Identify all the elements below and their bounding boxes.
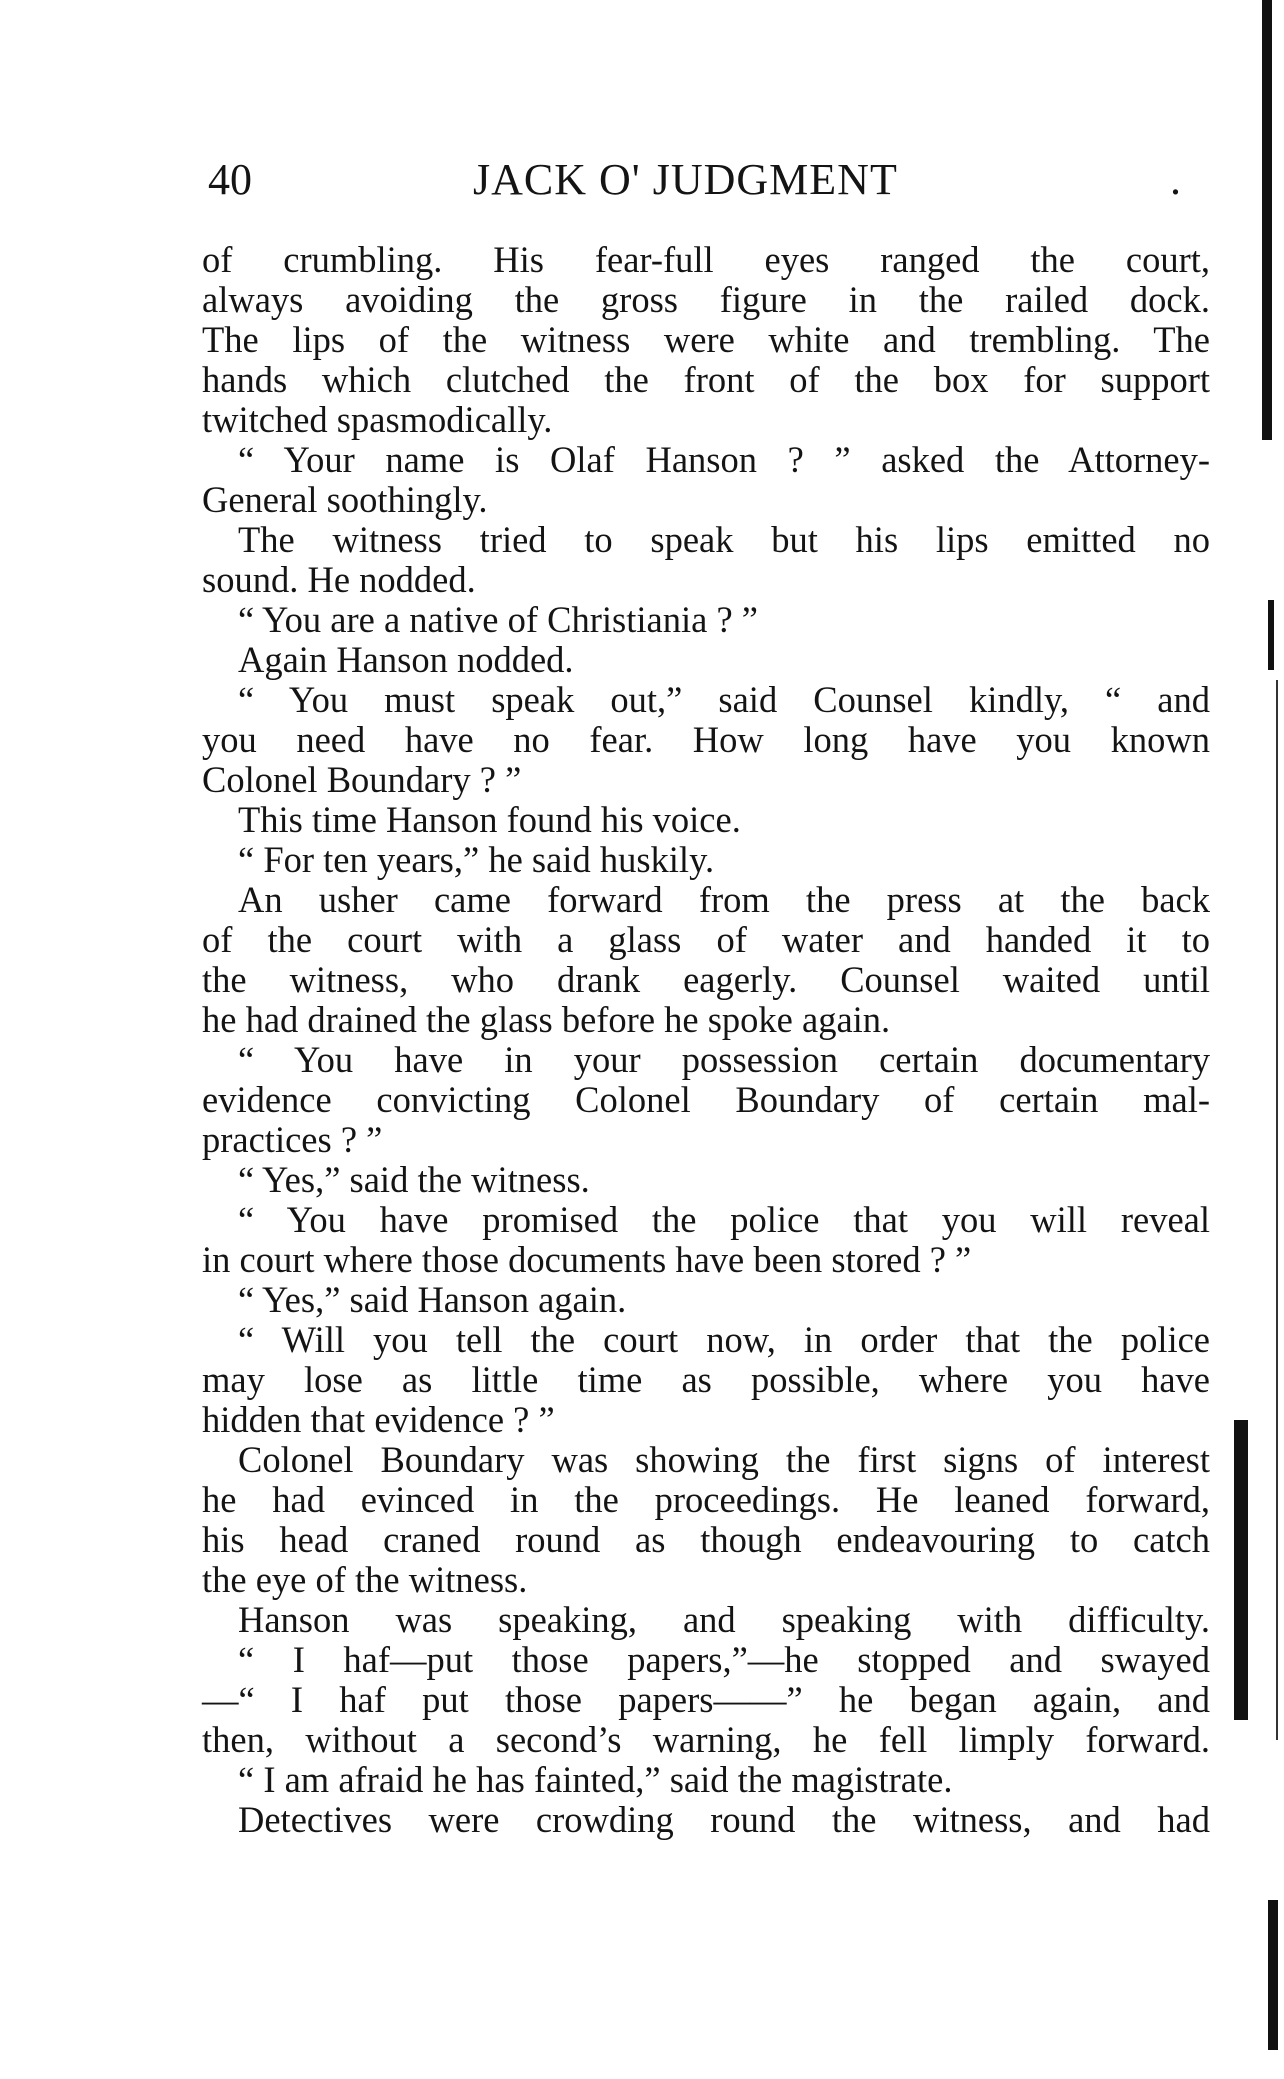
text-line: “ You have promised the police that you will reveal	[238, 1199, 1210, 1240]
text-line: “ You have in your possession certain documentary	[238, 1039, 1210, 1080]
page-number: 40	[208, 155, 252, 204]
text-line: “ I haf—put those papers,”—he stopped and swayed	[238, 1639, 1210, 1680]
text-line: hidden that evidence ? ”	[202, 1399, 555, 1440]
running-head	[208, 150, 1208, 210]
text-line: of the court with a glass of water and handed it to	[202, 919, 1210, 960]
text-line: Colonel Boundary was showing the first signs of interest	[238, 1439, 1210, 1480]
text-line: “ Yes,” said Hanson again.	[238, 1279, 627, 1320]
text-line: Colonel Boundary ? ”	[202, 759, 522, 800]
text-line: Again Hanson nodded.	[238, 639, 574, 680]
text-line: twitched spasmodically.	[202, 399, 553, 440]
text-line: then, without a second’s warning, he fell limply forward.	[202, 1719, 1210, 1760]
text-line: he had drained the glass before he spoke again.	[202, 999, 891, 1040]
scan-edge-mark	[1268, 600, 1274, 670]
text-line: “ Yes,” said the witness.	[238, 1159, 590, 1200]
text-line: of crumbling. His fear-full eyes ranged the court,	[202, 239, 1210, 280]
header-mark: .	[1170, 155, 1181, 204]
text-line: in court where those documents have been stored ? ”	[202, 1239, 972, 1280]
text-line: Hanson was speaking, and speaking with difficulty.	[238, 1599, 1210, 1640]
text-line: sound. He nodded.	[202, 559, 476, 600]
text-line: he had evinced in the proceedings. He leaned forward,	[202, 1479, 1210, 1520]
text-line: “ Your name is Olaf Hanson ? ” asked the Attorney-	[238, 439, 1210, 480]
scan-edge-mark	[1268, 1900, 1278, 2050]
text-line: the eye of the witness.	[202, 1559, 528, 1600]
text-line: the witness, who drank eagerly. Counsel waited until	[202, 959, 1210, 1000]
text-line: evidence convicting Colonel Boundary of certain mal-	[202, 1079, 1210, 1120]
text-line: —“ I haf put those papers——” he began again, and	[202, 1679, 1210, 1720]
text-line: his head craned round as though endeavouring to catch	[202, 1519, 1210, 1560]
scan-edge-mark	[1262, 0, 1272, 440]
text-line: practices ? ”	[202, 1119, 383, 1160]
text-line: General soothingly.	[202, 479, 488, 520]
text-line: “ For ten years,” he said huskily.	[238, 839, 715, 880]
text-line: “ Will you tell the court now, in order that the police	[238, 1319, 1210, 1360]
text-line: This time Hanson found his voice.	[238, 799, 741, 840]
text-line: always avoiding the gross figure in the railed dock.	[202, 279, 1210, 320]
scan-edge-mark	[1234, 1420, 1248, 1720]
text-line: hands which clutched the front of the box for support	[202, 359, 1210, 400]
text-line: you need have no fear. How long have you known	[202, 719, 1210, 760]
text-line: “ You must speak out,” said Counsel kindly, “ and	[238, 679, 1210, 720]
text-line: The witness tried to speak but his lips emitted no	[238, 519, 1210, 560]
text-line: “ You are a native of Christiania ? ”	[238, 599, 758, 640]
text-line: Detectives were crowding round the witness, and had	[238, 1799, 1210, 1840]
scan-edge-mark	[1276, 680, 1278, 1740]
body-text	[202, 240, 1210, 1840]
text-line: may lose as little time as possible, where you have	[202, 1359, 1210, 1400]
text-line: The lips of the witness were white and trembling. The	[202, 319, 1210, 360]
text-line: An usher came forward from the press at the back	[238, 879, 1210, 920]
book-title: JACK O' JUDGMENT	[473, 155, 898, 204]
text-line: “ I am afraid he has fainted,” said the magistrate.	[238, 1759, 953, 1800]
